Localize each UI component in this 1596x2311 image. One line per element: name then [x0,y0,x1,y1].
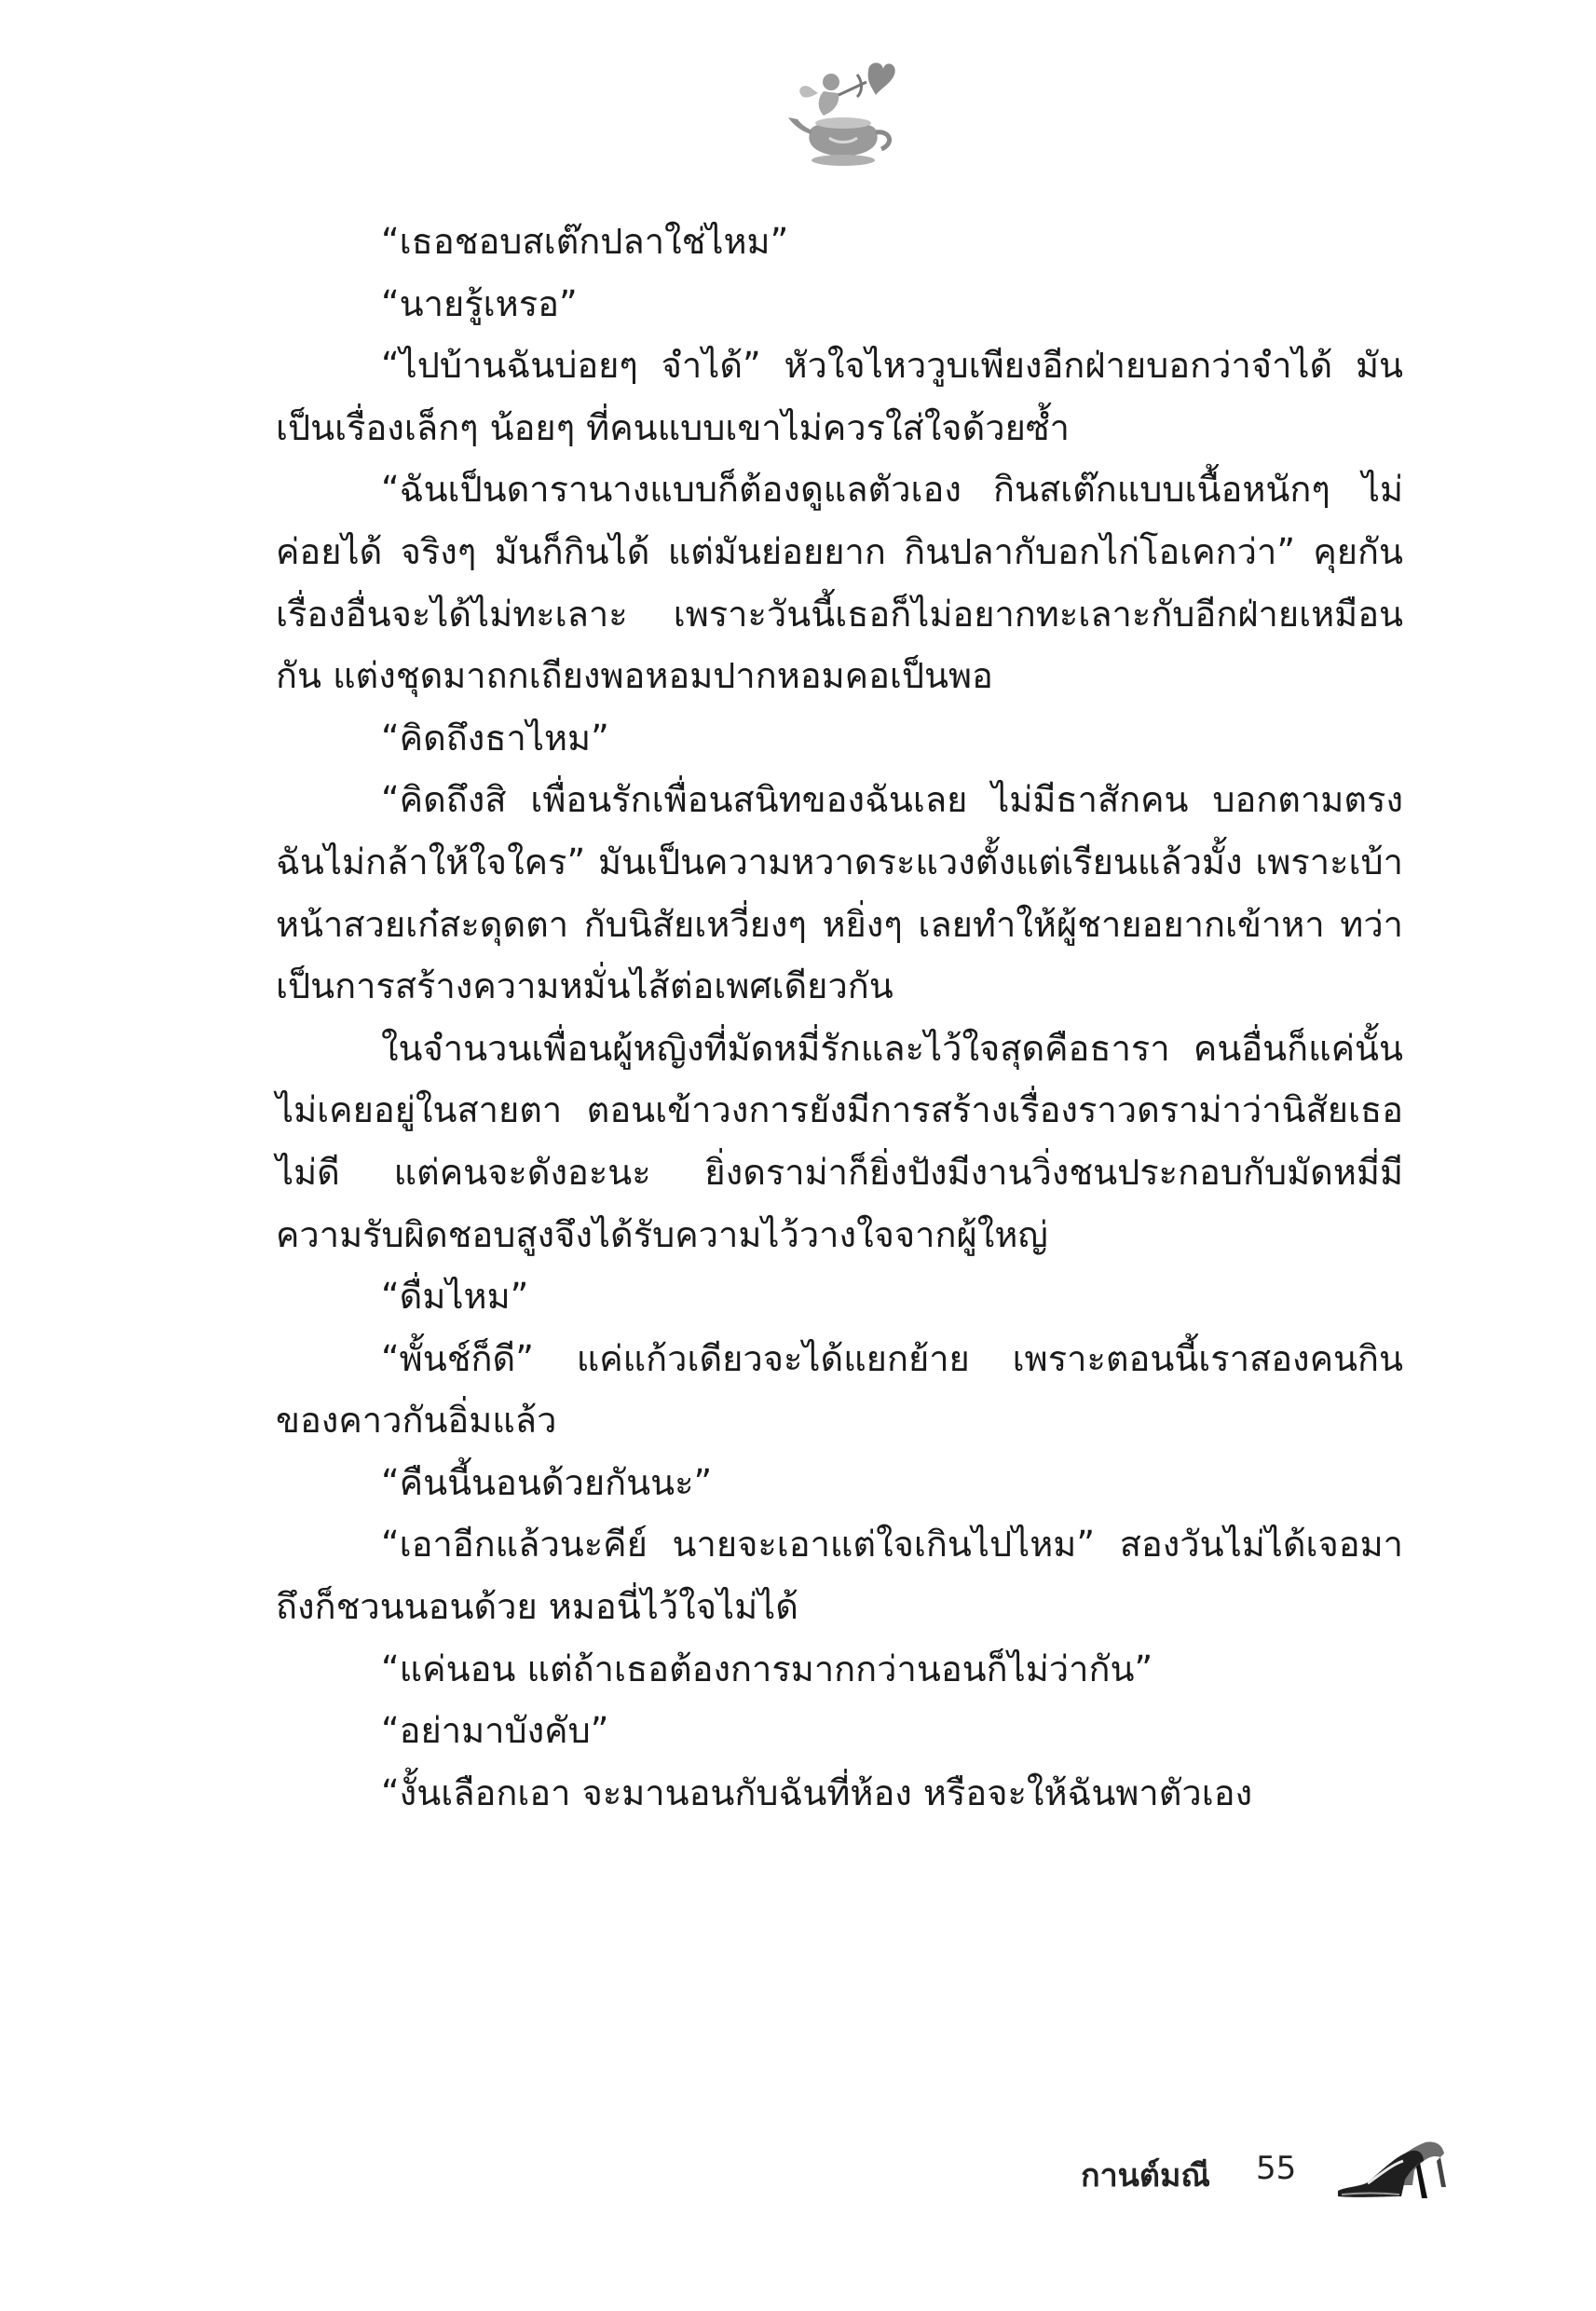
paragraph: ในจำนวนเพื่อนผู้หญิงที่มัดหมี่รักและไว้ใจสุดคือธารา คนอื่นก็แค่นั้นไม่เคยอยู่ในสายตา ตอนเข้าวงการยังมีการสร้างเรื่องราวดราม่าว่านิสัยเธอไม่ดี แต่คนจะดังอะนะ ยิ่งดราม่าก็ยิ่งปังมีงานวิ่งชนประกอบกับมัดหมี่มีความรับผิดชอบสูงจึงได้รับความไว้วางใจจากผู้ใหญ่ [276,1027,1403,1255]
paragraph: “แค่นอน แต่ถ้าเธอต้องการมากกว่านอนก็ไม่ว่ากัน” [381,1648,1153,1689]
page-number: 55 [1256,2150,1297,2187]
paragraph: “คิดถึงสิ เพื่อนรักเพื่อนสนิทของฉันเลย ไม่มีธาสักคน บอกตามตรงฉันไม่กล้าให้ใจใคร” มันเป็นความหวาดระแวงตั้งแต่เรียนแล้วมั้ง เพราะเบ้าหน้าสวยเก๋สะดุดตา กับนิสัยเหวี่ยงๆ หยิ่งๆ เลยทำให้ผู้ชายอยากเข้าหา ทว่าเป็นการสร้างความหมั่นไส้ต่อเพศเดียวกัน [276,779,1403,1007]
paragraph: “คิดถึงธาไหม” [381,717,609,759]
page-footer [1062,2129,1453,2213]
paragraph: “นายรู้เหรอ” [381,282,578,324]
paragraph: “งั้นเลือกเอา จะมานอนกับฉันที่ห้อง หรือจะให้ฉันพาตัวเอง [381,1771,1253,1813]
paragraph: “อย่ามาบังคับ” [381,1710,609,1752]
paragraph: “ฉันเป็นดารานางแบบก็ต้องดูแลตัวเอง กินสเต๊กแบบเนื้อหนักๆ ไม่ค่อยได้ จริงๆ มันก็กินได้ แต่มันย่อยยาก กินปลากับอกไก่โอเคกว่า” คุยกันเรื่องอื่นจะได้ไม่ทะเลาะ เพราะวันนี้เธอก็ไม่อยากทะเลาะกับอีกฝ่ายเหมือนกัน แต่งชุดมาถกเถียงพอหอมปากหอมคอเป็นพอ [276,469,1403,697]
paragraph: “พั้นช์ก็ดี” แค่แก้วเดียวจะได้แยกย้าย เพราะตอนนี้เราสองคนกินของคาวกันอิ่มแล้ว [276,1337,1403,1442]
book-text-body [276,211,1403,1824]
paragraph: “ดื่มไหม” [381,1276,529,1318]
paragraph: “เอาอีกแล้วนะคีย์ นายจะเอาแต่ใจเกินไปไหม” สองวันไม่ได้เจอมาถึงก็ชวนนอนด้วย หมอนี่ไว้ใจไม่ได้ [276,1524,1403,1628]
high-heel-shoes-icon [1332,2129,1453,2204]
author-name: กานต์มณี [1081,2157,1210,2195]
cupid-teapot-icon [783,54,904,175]
paragraph: “ไปบ้านฉันบ่อยๆ จำได้” หัวใจไหววูบเพียงอีกฝ่ายบอกว่าจำได้ มันเป็นเรื่องเล็กๆ น้อยๆ ที่คนแบบเขาไม่ควรใส่ใจด้วยซ้ำ [276,345,1403,448]
paragraph: “คืนนี้นอนด้วยกันนะ” [381,1461,713,1503]
paragraph: “เธอชอบสเต๊กปลาใช่ไหม” [381,221,789,262]
